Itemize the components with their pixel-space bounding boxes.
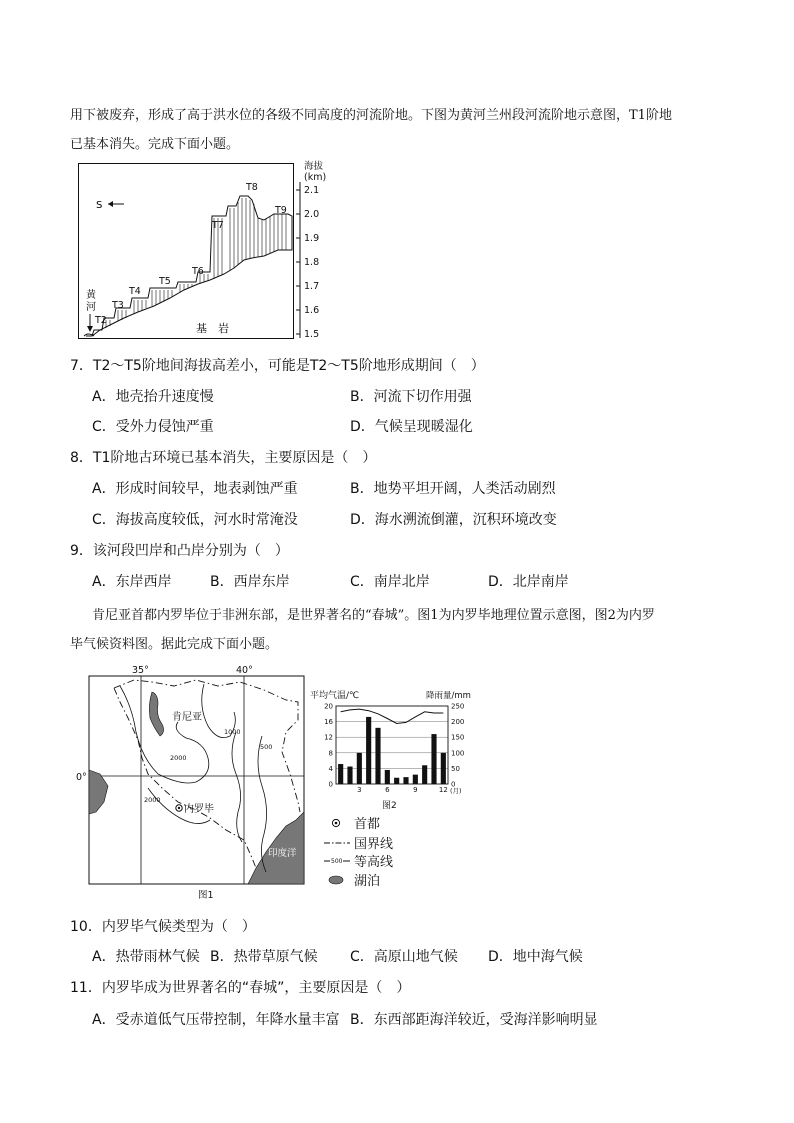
tick-2-0: 2.0: [304, 209, 320, 220]
rain-bar-12: [441, 753, 446, 784]
chart-y2-tick: 50: [451, 764, 460, 773]
ocean-label: 印度洋: [268, 848, 297, 859]
chart-y2-tick: 250: [451, 702, 465, 711]
rain-bar-2: [347, 767, 352, 784]
chart-x-tick: 9: [413, 786, 418, 794]
q10-option-d[interactable]: D．地中海气候: [488, 949, 583, 965]
tick-1-6: 1.6: [304, 305, 320, 316]
chart-xlabel: (月): [450, 787, 462, 795]
q7-option-a[interactable]: A．地壳抬升速度慢: [92, 389, 214, 405]
chart-y-tick: 8: [328, 749, 333, 758]
chart-y-tick: 16: [324, 718, 333, 727]
lat-0-label: 0°: [76, 772, 87, 783]
terrace-label-t3: T3: [112, 300, 124, 311]
q7-stem: 7．T2～T5阶地间海拔高差小，可能是T2～T5阶地形成期间（ ）: [70, 358, 485, 374]
terrace-label-t9: T9: [275, 205, 287, 216]
contour-label-500: 500: [260, 743, 273, 751]
rain-bar-6: [385, 770, 390, 784]
q11-option-b[interactable]: B．东西部距海洋较近，受海洋影响明显: [350, 1012, 598, 1028]
q10-option-a[interactable]: A．热带雨林气候: [92, 949, 200, 965]
terrace-label-t2: T2: [95, 315, 107, 326]
terrace-label-t8: T8: [246, 182, 258, 193]
q8-stem: 8．T1阶地古环境已基本消失，主要原因是（ ）: [70, 450, 377, 466]
q8-option-b[interactable]: B．地势平坦开阔，人类活动剧烈: [350, 481, 556, 497]
intro-line-2: 已基本消失。完成下面小题。: [70, 137, 240, 152]
contour-label-2000-south: 2000: [144, 796, 161, 804]
tick-1-7: 1.7: [304, 281, 320, 292]
kenya-map: [76, 662, 326, 904]
chart-y2-tick: 100: [451, 749, 465, 758]
country-label: 肯尼亚: [172, 712, 202, 723]
axis-title-2: (km): [304, 172, 327, 183]
map-legend: [322, 812, 442, 892]
rain-bar-5: [375, 728, 380, 784]
q11-stem: 11．内罗毕成为世界著名的“春城”，主要原因是（ ）: [70, 980, 411, 996]
intro2-line-1: 肯尼亚首都内罗毕位于非洲东部，是世界著名的“春城”。图1为内罗毕地理位置示意图，图2为内罗: [92, 608, 655, 623]
q7-option-b[interactable]: B．河流下切作用强: [350, 389, 472, 405]
contour-label-2000-north: 2000: [170, 754, 187, 762]
legend-border: 国界线: [354, 837, 394, 852]
chart-x-tick: 3: [357, 786, 362, 794]
tick-2-1: 2.1: [304, 185, 320, 196]
q8-option-a[interactable]: A．形成时间较早，地表剥蚀严重: [92, 481, 298, 497]
q10-stem: 10．内罗毕气候类型为（ ）: [70, 919, 256, 935]
q9-stem: 9．该河段凹岸和凸岸分别为（ ）: [70, 543, 289, 559]
axis-title-1: 海拔: [304, 161, 324, 172]
lake-legend-icon: [329, 876, 343, 884]
chart-y-tick: 4: [328, 764, 333, 773]
q7-option-d[interactable]: D．气候呈现暖湿化: [350, 419, 473, 435]
lon-35-label: 35°: [132, 665, 149, 676]
direction-label: S: [96, 200, 103, 211]
chart-x-tick: 6: [385, 786, 390, 794]
chart-x-tick: 12: [438, 786, 448, 794]
tick-1-9: 1.9: [304, 233, 320, 244]
rain-bar-7: [394, 778, 399, 784]
rain-bar-4: [366, 717, 371, 784]
legend-capital: 首都: [354, 817, 381, 832]
rain-bar-1: [338, 764, 343, 784]
q9-option-c[interactable]: C．南岸北岸: [350, 574, 430, 590]
chart-y2label: 降雨量/mm: [426, 691, 471, 701]
intro2-line-2: 毕气候资料图。据此完成下面小题。: [70, 637, 279, 652]
legend-contour-number: 500: [331, 858, 343, 865]
q8-option-d[interactable]: D．海水溯流倒灌，沉积环境改变: [350, 512, 557, 528]
lon-40-label: 40°: [236, 665, 253, 676]
city-label: 内罗毕: [184, 804, 214, 815]
terrace-label-t5: T5: [159, 276, 171, 287]
q10-option-c[interactable]: C．高原山地气候: [350, 949, 458, 965]
q9-option-d[interactable]: D．北岸南岸: [488, 574, 569, 590]
legend-contour: 等高线: [354, 855, 394, 870]
q11-option-a[interactable]: A．受赤道低气压带控制，年降水量丰富: [92, 1012, 340, 1028]
terrace-label-t6: T6: [192, 266, 204, 277]
rain-bar-11: [431, 734, 436, 784]
chart-y2-tick: 150: [451, 733, 465, 742]
chart-y-tick: 12: [324, 733, 333, 742]
intro-line-1: 用下被废弃，形成了高于洪水位的各级不同高度的河流阶地。下图为黄河兰州段河流阶地示意图，T1阶地: [70, 108, 672, 123]
rain-bar-10: [422, 765, 427, 784]
tick-1-5: 1.5: [304, 329, 320, 340]
chart-y2-tick: 0: [451, 780, 456, 789]
rain-bar-3: [357, 753, 362, 784]
chart-y-tick: 20: [324, 702, 333, 711]
map-caption: 图1: [198, 890, 214, 901]
contour-label-1000: 1000: [224, 728, 241, 736]
q7-option-c[interactable]: C．受外力侵蚀严重: [92, 419, 214, 435]
legend-lake: 湖泊: [354, 874, 381, 889]
river-label-2: 河: [86, 302, 96, 313]
q9-option-b[interactable]: B．西岸东岸: [210, 574, 290, 590]
climate-chart: [310, 684, 480, 826]
q8-option-c[interactable]: C．海拔高度较低，河水时常淹没: [92, 512, 298, 528]
chart-y2-tick: 200: [451, 718, 465, 727]
q10-option-b[interactable]: B．热带草原气候: [210, 949, 318, 965]
chart-ylabel: 平均气温/℃: [310, 691, 360, 701]
rain-bar-9: [413, 775, 418, 784]
rain-bar-8: [403, 777, 408, 784]
tick-1-8: 1.8: [304, 257, 320, 268]
chart-title: 图2: [382, 801, 397, 811]
terrace-label-t4: T4: [129, 286, 141, 297]
terrace-diagram: [78, 160, 338, 340]
q9-option-a[interactable]: A．东岸西岸: [92, 574, 172, 590]
terrace-label-t7: T7: [212, 220, 224, 231]
bedrock-label: 基 岩: [196, 322, 229, 335]
chart-y-tick: 0: [328, 780, 333, 789]
river-label-1: 黄: [86, 290, 96, 301]
